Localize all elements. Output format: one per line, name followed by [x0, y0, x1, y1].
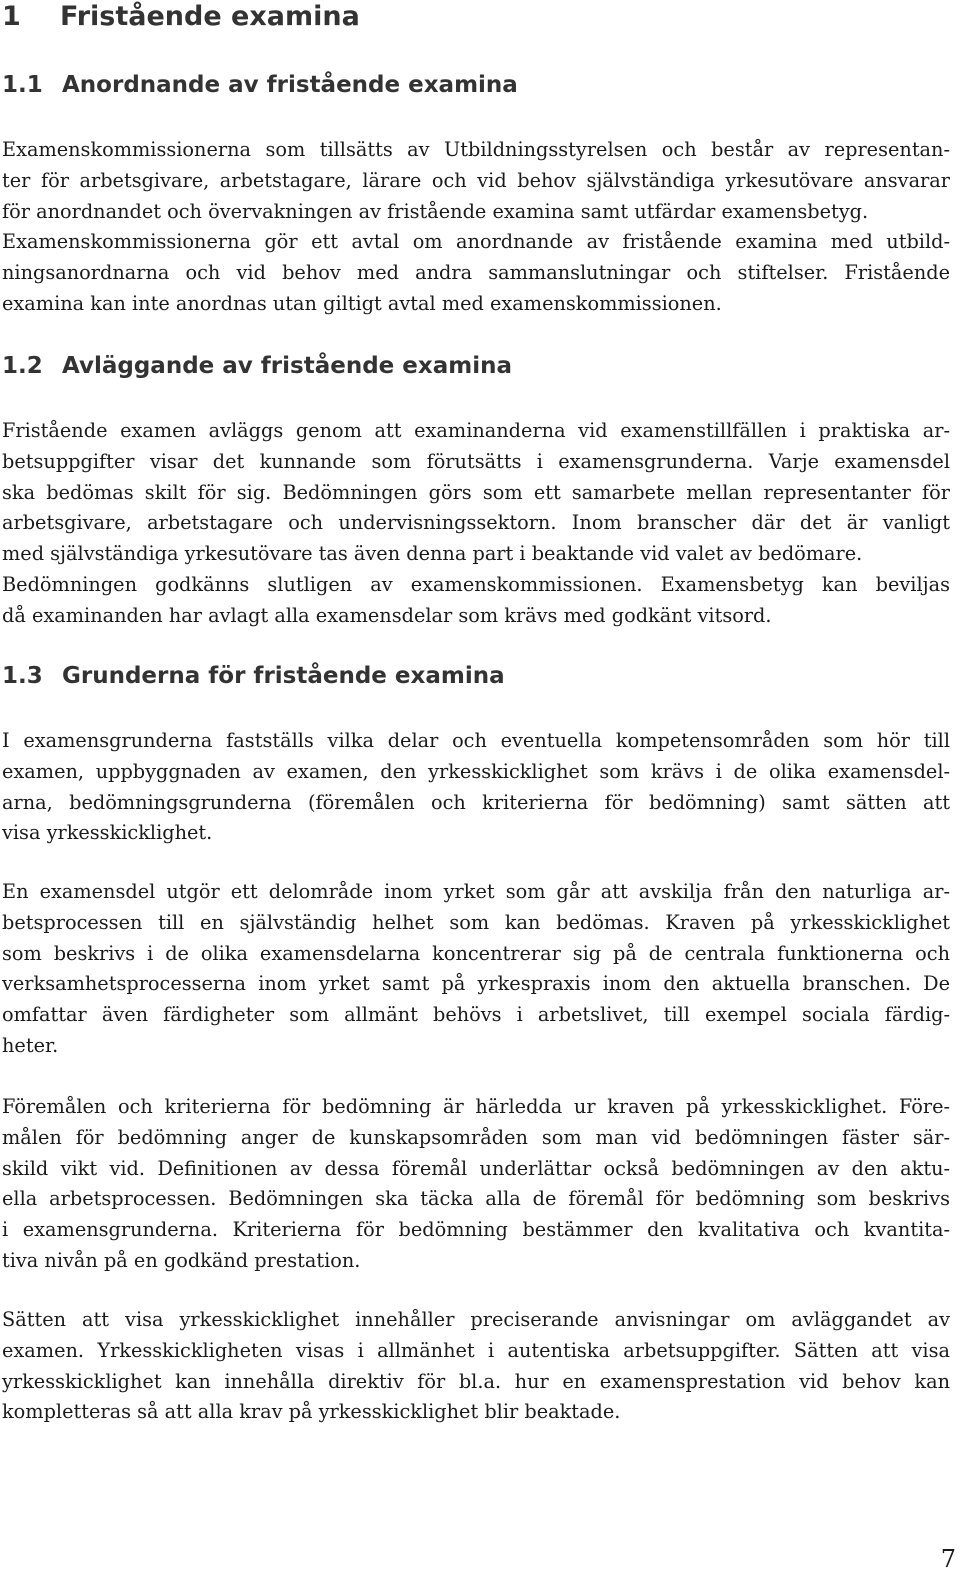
- text-line: omfattar även färdigheter som allmänt behövs i arbetslivet, till exempel sociala färdig-: [2, 1003, 950, 1027]
- paragraph-1-3-2: [2, 877, 950, 1062]
- text-line: arbetsgivare, arbetstagare och undervisningssektorn. Inom branscher där det är vanligt: [2, 511, 950, 535]
- text-line: tiva nivån på en godkänd prestation.: [2, 1248, 361, 1272]
- text-line: verksamhetsprocesserna inom yrket samt på yrkespraxis inom den aktuella branschen. De: [2, 972, 950, 996]
- text-line: I examensgrunderna fastställs vilka delar och eventuella kompetensområden som hör till: [2, 729, 950, 752]
- section-heading-1-2: [2, 351, 512, 381]
- text-line: ella arbetsprocessen. Bedömningen ska täcka alla de föremål för bedömning som beskrivs: [2, 1187, 950, 1211]
- text-line: examina kan inte anordnas utan giltigt avtal med examenskommissionen.: [2, 291, 722, 315]
- paragraph-1-3-4: [2, 1305, 950, 1428]
- text-line: Bedömningen godkänns slutligen av examenskommissionen. Examensbetyg kan beviljas: [2, 572, 950, 596]
- text-line: Sätten att visa yrkesskicklighet innehåller preciserande anvisningar om avläggandet av: [2, 1308, 950, 1331]
- text-line: visa yrkesskicklighet.: [2, 821, 213, 845]
- section-heading-1-3: [2, 661, 505, 691]
- text-line: ter för arbetsgivare, arbetstagare, lärare och vid behov självständiga yrkesutövare ansvarar: [2, 168, 950, 192]
- text-line: examen. Yrkesskickligheten visas i allmänhet i autentiska arbetsuppgifter. Sätten att visa: [2, 1338, 950, 1362]
- text-line: som beskrivs i de olika examensdelarna koncentrerar sig på de centrala funktionerna och: [2, 941, 950, 965]
- text-line: Examenskommissionerna som tillsätts av Utbildningsstyrelsen och består av representan-: [2, 138, 950, 161]
- text-line: En examensdel utgör ett delområde inom yrket som går att avskilja från den naturliga ar-: [2, 880, 950, 903]
- text-line: betsprocessen till en självständig helhet som kan bedömas. Kraven på yrkesskicklighet: [2, 910, 950, 934]
- text-line: Fristående examen avläggs genom att examinanderna vid examenstillfällen i praktiska ar-: [2, 419, 950, 442]
- page-number: 7: [940, 1545, 956, 1573]
- section-number: 1.2: [2, 353, 43, 379]
- section-heading-1-1: [2, 70, 518, 100]
- text-line: yrkesskicklighet kan innehålla direktiv för bl.a. hur en examensprestation vid behov kan: [2, 1369, 950, 1393]
- text-line: i examensgrunderna. Kriterierna för bedömning bestämmer den kvalitativa och kvantita-: [2, 1218, 950, 1242]
- text-line: med självständiga yrkesutövare tas även denna part i beaktande vid valet av bedömare.: [2, 542, 863, 566]
- text-line: arna, bedömningsgrunderna (föremålen och kriterierna för bedömning) samt sätten att: [2, 790, 950, 814]
- text-line: då examinanden har avlagt alla examensdelar som krävs med godkänt vitsord.: [2, 603, 772, 627]
- text-line: examen, uppbyggnaden av examen, den yrkesskicklighet som krävs i de olika examensdel-: [2, 759, 950, 783]
- section-title: Anordnande av fristående examina: [62, 72, 518, 98]
- text-line: för anordnandet och övervakningen av fristående examina samt utfärdar examensbetyg.: [2, 199, 869, 223]
- text-line: betsuppgifter visar det kunnande som förutsätts i examensgrunderna. Varje examensdel: [2, 449, 950, 473]
- text-line: ska bedömas skilt för sig. Bedömningen görs som ett samarbete mellan representanter för: [2, 480, 950, 504]
- text-line: ningsanordnarna och vid behov med andra sammanslutningar och stiftelser. Fristående: [2, 261, 950, 285]
- paragraph-1-1-1: [2, 135, 950, 320]
- section-title: Grunderna för fristående examina: [62, 663, 505, 689]
- text-line: skild vikt vid. Definitionen av dessa föremål underlättar också bedömningen av den aktu-: [2, 1156, 950, 1180]
- paragraph-1-3-1: [2, 726, 950, 849]
- main-heading-number: 1: [2, 1, 21, 32]
- text-line: kompletteras så att alla krav på yrkesskicklighet blir beaktade.: [2, 1400, 621, 1424]
- section-title: Avläggande av fristående examina: [62, 353, 512, 379]
- main-heading: [2, 0, 360, 34]
- text-line: målen för bedömning anger de kunskapsområden som man vid bedömningen fäster sär-: [2, 1125, 950, 1149]
- text-line: heter.: [2, 1033, 59, 1057]
- paragraph-1-2-1: [2, 416, 950, 632]
- text-line: Examenskommissionerna gör ett avtal om anordnande av fristående examina med utbild-: [2, 230, 950, 254]
- main-heading-title: Fristående examina: [60, 1, 360, 32]
- paragraph-1-3-3: [2, 1092, 950, 1277]
- section-number: 1.1: [2, 72, 43, 98]
- text-line: Föremålen och kriterierna för bedömning är härledda ur kraven på yrkesskicklighet. Före-: [2, 1095, 950, 1118]
- section-number: 1.3: [2, 663, 43, 689]
